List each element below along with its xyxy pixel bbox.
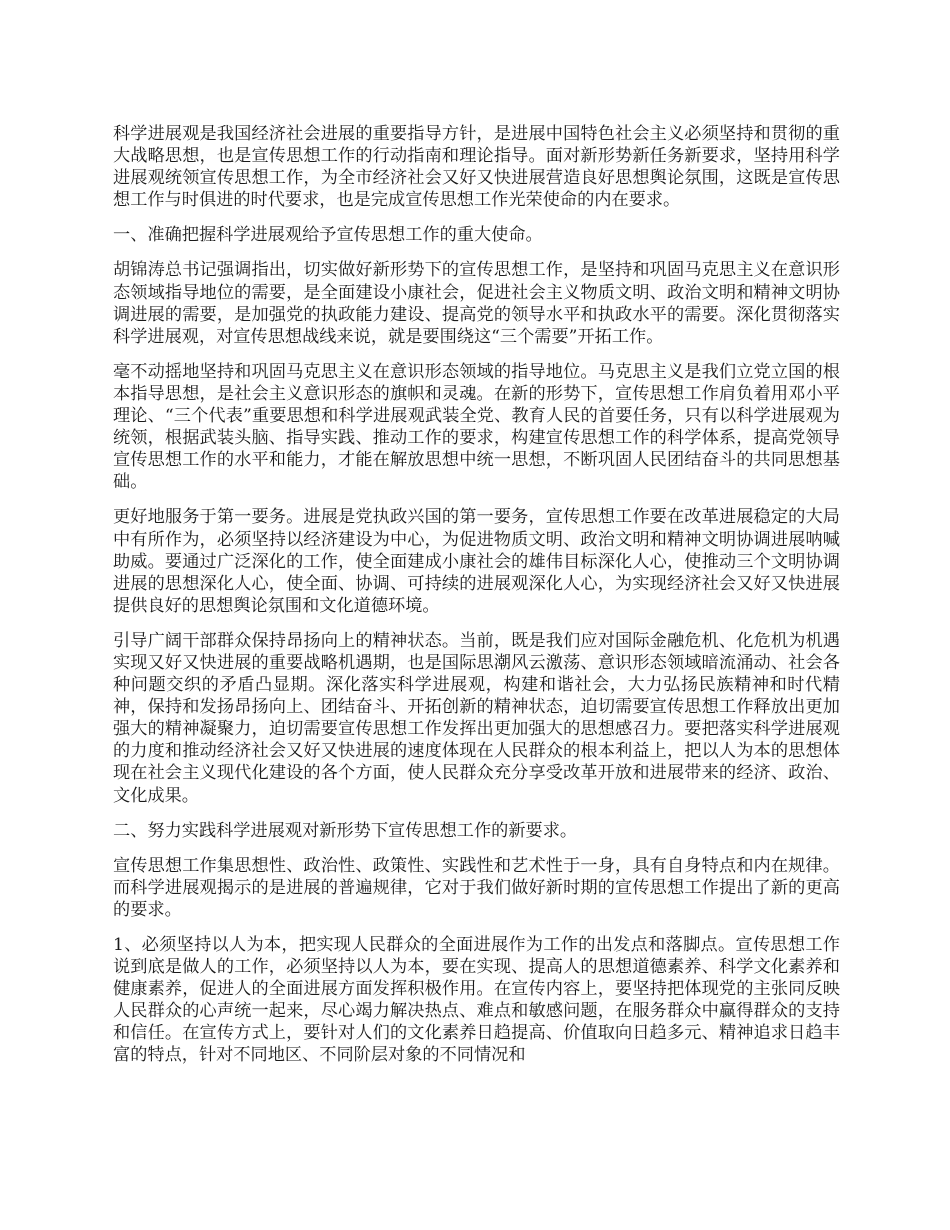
body-paragraph: 1、必须坚持以人为本，把实现人民群众的全面进展作为工作的出发点和落脚点。宣传思想工作说到底是做人的工作，必须坚持以人为本，要在实现、提高人的思想道德素养、科学文化素养和健康素养，促进人的全面进展方面发挥积极作用。在宣传内容上，要坚持把体现党的主张同反映人民群众的心声统一起来，尽心竭力解决热点、难点和敏感问题，在服务群众中赢得群众的支持和信任。在宣传方式上，要针对人们的文化素养日趋提高、价值取向日趋多元、精神追求日趋丰富的特点，针对不同地区、不同阶层对象的不同情况和 — [113, 935, 840, 1066]
document-body — [113, 123, 840, 1080]
intro-paragraph: 科学进展观是我国经济社会进展的重要指导方针，是进展中国特色社会主义必须坚持和贯彻的重大战略思想，也是宣传思想工作的行动指南和理论指导。面对新形势新任务新要求，坚持用科学进展观统领宣传思想工作，为全市经济社会又好又快进展营造良好思想舆论氛围，这既是宣传思想工作与时俱进的时代要求，也是完成宣传思想工作光荣使命的内在要求。 — [113, 124, 840, 211]
body-paragraph: 毫不动摇地坚持和巩固马克思主义在意识形态领域的指导地位。马克思主义是我们立党立国的根本指导思想，是社会主义意识形态的旗帜和灵魂。在新的形势下，宣传思想工作肩负着用邓小平理论、“三个代表”重要思想和科学进展观武装全党、教育人民的首要任务，只有以科学进展观为统领，根据武装头脑、指导实践、推动工作的要求，构建宣传思想工作的科学体系，提高党领导宣传思想工作的水平和能力，才能在解放思想中统一思想，不断巩固人民团结奋斗的共同思想基础。 — [113, 361, 840, 493]
body-paragraph: 宣传思想工作集思想性、政治性、政策性、实践性和艺术性于一身，具有自身特点和内在规律。而科学进展观揭示的是进展的普遍规律，它对于我们做好新时期的宣传思想工作提出了新的更高的要求。 — [113, 855, 840, 920]
body-paragraph: 胡锦涛总书记强调指出，切实做好新形势下的宣传思想工作，是坚持和巩固马克思主义在意识形态领域指导地位的需要，是全面建设小康社会，促进社会主义物质文明、政治文明和精神文明协调进展的需要，是加强党的执政能力建设、提高党的领导水平和执政水平的需要。深化贯彻落实科学进展观，对宣传思想战线来说，就是要围绕这“三个需要”开拓工作。 — [113, 260, 840, 347]
section-heading-1: 一、准确把握科学进展观给予宣传思想工作的重大使命。 — [113, 225, 543, 246]
body-paragraph: 更好地服务于第一要务。进展是党执政兴国的第一要务，宣传思想工作要在改革进展稳定的大局中有所作为，必须坚持以经济建设为中心，为促进物质文明、政治文明和精神文明协调进展呐喊助威。要通过广泛深化的工作，使全面建成小康社会的雄伟目标深化人心，使推动三个文明协调进展的思想深化人心，使全面、协调、可持续的进展观深化人心，为实现经济社会又好又快进展提供良好的思想舆论氛围和文化道德环境。 — [113, 507, 840, 616]
body-paragraph: 引导广阔干部群众保持昂扬向上的精神状态。当前，既是我们应对国际金融危机、化危机为机遇实现又好又快进展的重要战略机遇期，也是国际思潮风云激荡、意识形态领域暗流涌动、社会各种问题交织的矛盾凸显期。深化落实科学进展观，构建和谐社会，大力弘扬民族精神和时代精神，保持和发扬昂扬向上、团结奋斗、开拓创新的精神状态，迫切需要宣传思想工作释放出更加强大的精神凝聚力，迫切需要宣传思想工作发挥出更加强大的思想感召力。要把落实科学进展观的力度和推动经济社会又好又快进展的速度体现在人民群众的根本利益上，把以人为本的思想体现在社会主义现代化建设的各个方面，使人民群众充分享受改革开放和进展带来的经济、政治、文化成果。 — [113, 630, 840, 806]
section-heading-2: 二、努力实践科学进展观对新形势下宣传思想工作的新要求。 — [113, 820, 578, 841]
